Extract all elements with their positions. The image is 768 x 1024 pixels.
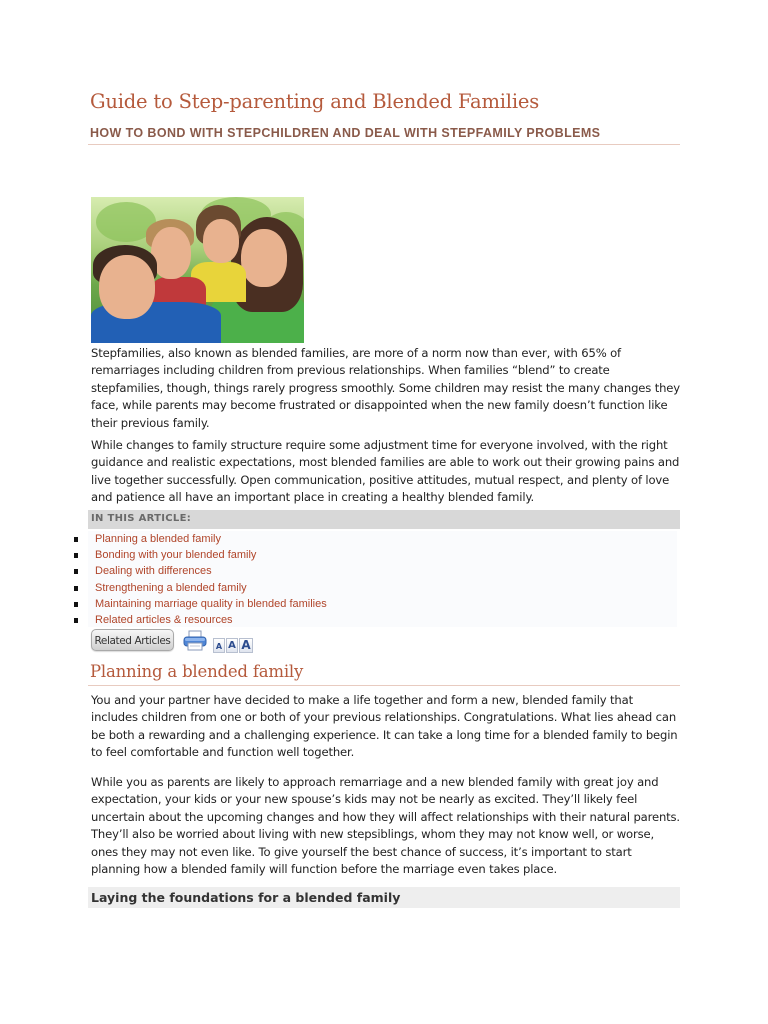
font-size-large-button[interactable]: A <box>239 638 253 653</box>
bullet-icon <box>74 586 78 591</box>
bullet-icon <box>74 553 78 558</box>
section-paragraph-1: You and your partner have decided to make a life together and form a new, blended family that includes children from one or both of your previous relationships. Congratulations. What lies ahead can be both a rewarding and a challenging experience. It can take a long time for a blended family to begin to feel comfortable and function well together. <box>91 693 678 760</box>
toc-item <box>0 613 680 629</box>
toc-header <box>88 510 680 529</box>
section-divider <box>88 685 680 686</box>
toc-link-planning[interactable]: Planning a blended family <box>95 533 221 545</box>
toc-link-related-resources[interactable]: Related articles & resources <box>95 613 233 626</box>
intro-paragraph-2: While changes to family structure require some adjustment time for everyone involved, with the right guidance and realistic expectations, most blended families are able to work out their growing pains and live together successfully. Open communication, positive attitudes, mutual respect, and plenty of love and patience all have an important place in creating a healthy blended family. <box>91 438 680 505</box>
toc-item <box>0 581 680 597</box>
toc-link-differences[interactable]: Dealing with differences <box>95 565 212 578</box>
bullet-icon <box>74 618 78 623</box>
page-subtitle: HOW TO BOND WITH STEPCHILDREN AND DEAL WITH STEPFAMILY PROBLEMS <box>90 126 601 140</box>
family-photo <box>91 197 304 343</box>
bullet-icon <box>74 537 78 542</box>
subheading-bar <box>88 887 680 908</box>
toc-item <box>0 597 680 613</box>
toc-link-marriage-quality[interactable]: Maintaining marriage quality in blended families <box>95 597 327 610</box>
related-articles-button[interactable]: Related Articles <box>91 629 174 651</box>
toc-item <box>0 564 680 580</box>
bullet-icon <box>74 602 78 607</box>
printer-icon[interactable] <box>182 630 208 652</box>
font-size-medium-button[interactable]: A <box>226 638 238 653</box>
subheading-laying-foundations: Laying the foundations for a blended family <box>91 890 401 905</box>
section-heading-planning: Planning a blended family <box>90 662 304 681</box>
section-paragraph-2: While you as parents are likely to approach remarriage and a new blended family with great joy and expectation, your kids or your new spouse’s kids may not be nearly as excited. They’ll likely feel uncertain about the upcoming changes and how they will affect relationships with their natural parents. They’ll also be worried about living with new stepsiblings, whom they may not know well, or worse, ones they may not even like. To give yourself the best chance of success, it’s important to start planning how a blended family will function before the marriage even takes place. <box>91 775 680 877</box>
toc-link-strengthening[interactable]: Strengthening a blended family <box>95 581 247 594</box>
page-title: Guide to Step-parenting and Blended Families <box>90 90 540 113</box>
toc-item <box>0 532 680 548</box>
title-divider <box>88 144 680 145</box>
font-size-small-button[interactable]: A <box>213 638 225 653</box>
toc-item <box>0 548 680 564</box>
toc-header-label: IN THIS ARTICLE: <box>91 513 192 524</box>
intro-paragraph-1: Stepfamilies, also known as blended families, are more of a norm now than ever, with 65% of remarriages including children from previous relationships. When families “blend” to create stepfamilies, though, things rarely progress smoothly. Some children may resist the many changes they face, while parents may become frustrated or disappointed when the new family doesn’t function like their previous family. <box>91 346 680 430</box>
toc-link-bonding[interactable]: Bonding with your blended family <box>95 549 257 562</box>
bullet-icon <box>74 569 78 574</box>
article-tools <box>91 629 291 655</box>
toc-list <box>0 532 680 629</box>
